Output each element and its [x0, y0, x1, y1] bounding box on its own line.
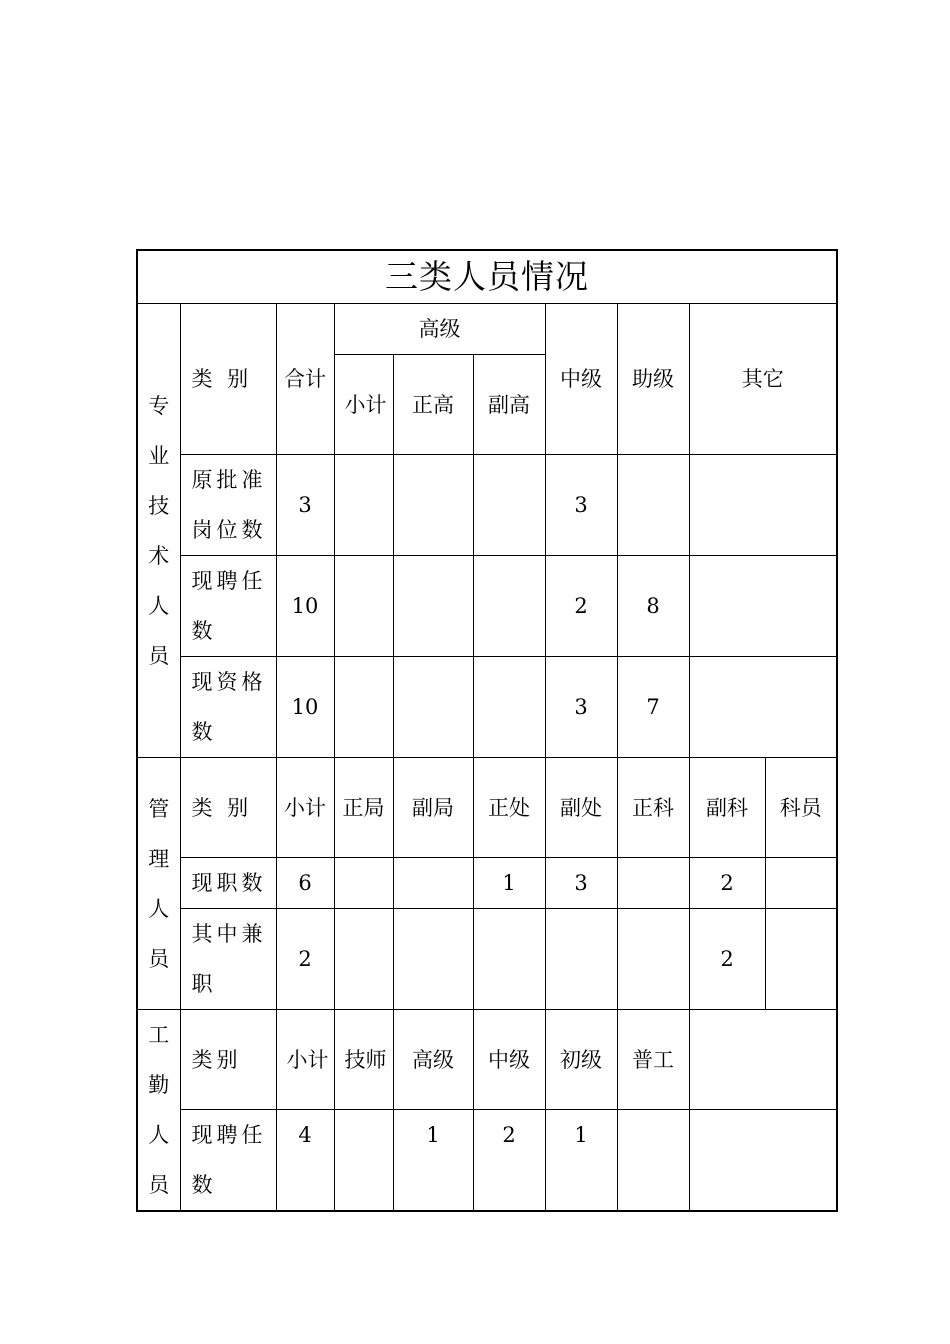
- cell-assistant: 7: [617, 657, 689, 758]
- cell-blank: [689, 1110, 837, 1212]
- row-label: 现聘任数: [180, 1110, 276, 1212]
- header-category: 类 别: [180, 304, 276, 455]
- table-row: [137, 1110, 837, 1212]
- header-subtotal: 小计: [276, 758, 334, 858]
- cell-senior-full: [393, 556, 473, 657]
- cell-division-deputy: [545, 909, 617, 1010]
- cell-total: 3: [276, 455, 334, 556]
- row-label: 现职数: [180, 858, 276, 909]
- cell-bureau-deputy: [393, 858, 473, 909]
- row-label: 原批准岗位数: [180, 455, 276, 556]
- cell-senior: 1: [393, 1110, 473, 1212]
- header-intermediate: 中级: [545, 304, 617, 455]
- row-label: 其中兼职: [180, 909, 276, 1010]
- cell-division-chief: 1: [473, 858, 545, 909]
- table-title: 三类人员情况: [137, 250, 837, 304]
- cell-intermediate: 3: [545, 657, 617, 758]
- cell-assistant: [617, 455, 689, 556]
- header-subtotal: 小计: [276, 1010, 334, 1110]
- header-section-deputy: 副科: [689, 758, 765, 858]
- cell-total: 10: [276, 556, 334, 657]
- table-row: [137, 909, 837, 1010]
- cell-junior: 1: [545, 1110, 617, 1212]
- cell-total: 10: [276, 657, 334, 758]
- header-division-chief: 正处: [473, 758, 545, 858]
- header-division-deputy: 副处: [545, 758, 617, 858]
- cell-other: [689, 657, 837, 758]
- cell-section-deputy: 2: [689, 909, 765, 1010]
- group-label-workers: 工勤人员: [137, 1010, 180, 1212]
- cell-section-chief: [617, 858, 689, 909]
- header-senior-full: 正高: [393, 355, 473, 455]
- row-label: 现资格数: [180, 657, 276, 758]
- cell-senior-deputy: [473, 455, 545, 556]
- table-row: [137, 455, 837, 556]
- header-assistant: 助级: [617, 304, 689, 455]
- cell-staff: [765, 909, 837, 1010]
- cell-intermediate: 2: [545, 556, 617, 657]
- group-label-management: 管理人员: [137, 758, 180, 1010]
- cell-section-chief: [617, 909, 689, 1010]
- header-blank: [689, 1010, 837, 1110]
- header-technician: 技师: [334, 1010, 393, 1110]
- cell-senior-subtotal: [334, 556, 393, 657]
- cell-division-chief: [473, 909, 545, 1010]
- cell-bureau-chief: [334, 909, 393, 1010]
- header-senior-deputy: 副高: [473, 355, 545, 455]
- header-staff: 科员: [765, 758, 837, 858]
- cell-division-deputy: 3: [545, 858, 617, 909]
- cell-other: [689, 556, 837, 657]
- cell-senior-deputy: [473, 657, 545, 758]
- table-row: [137, 858, 837, 909]
- cell-intermediate: 2: [473, 1110, 545, 1212]
- personnel-sheet: [136, 249, 836, 1212]
- cell-subtotal: 2: [276, 909, 334, 1010]
- cell-staff: [765, 858, 837, 909]
- table-row: [137, 556, 837, 657]
- header-intermediate: 中级: [473, 1010, 545, 1110]
- table-row: [137, 657, 837, 758]
- header-senior: 高级: [334, 304, 545, 355]
- header-bureau-deputy: 副局: [393, 758, 473, 858]
- cell-senior-deputy: [473, 556, 545, 657]
- header-category: 类别: [180, 1010, 276, 1110]
- cell-intermediate: 3: [545, 455, 617, 556]
- cell-bureau-deputy: [393, 909, 473, 1010]
- cell-senior-subtotal: [334, 455, 393, 556]
- cell-technician: [334, 1110, 393, 1212]
- cell-general: [617, 1110, 689, 1212]
- cell-subtotal: 4: [276, 1110, 334, 1212]
- header-section-chief: 正科: [617, 758, 689, 858]
- cell-assistant: 8: [617, 556, 689, 657]
- cell-subtotal: 6: [276, 858, 334, 909]
- header-senior: 高级: [393, 1010, 473, 1110]
- cell-bureau-chief: [334, 858, 393, 909]
- header-bureau-chief: 正局: [334, 758, 393, 858]
- header-general: 普工: [617, 1010, 689, 1110]
- header-other: 其它: [689, 304, 837, 455]
- header-junior: 初级: [545, 1010, 617, 1110]
- group-label-professional: 专业技术人员: [137, 304, 180, 758]
- cell-senior-subtotal: [334, 657, 393, 758]
- personnel-table: [136, 249, 838, 1212]
- header-senior-subtotal: 小计: [334, 355, 393, 455]
- header-total: 合计: [276, 304, 334, 455]
- cell-section-deputy: 2: [689, 858, 765, 909]
- header-category: 类 别: [180, 758, 276, 858]
- row-label: 现聘任数: [180, 556, 276, 657]
- cell-senior-full: [393, 657, 473, 758]
- cell-senior-full: [393, 455, 473, 556]
- cell-other: [689, 455, 837, 556]
